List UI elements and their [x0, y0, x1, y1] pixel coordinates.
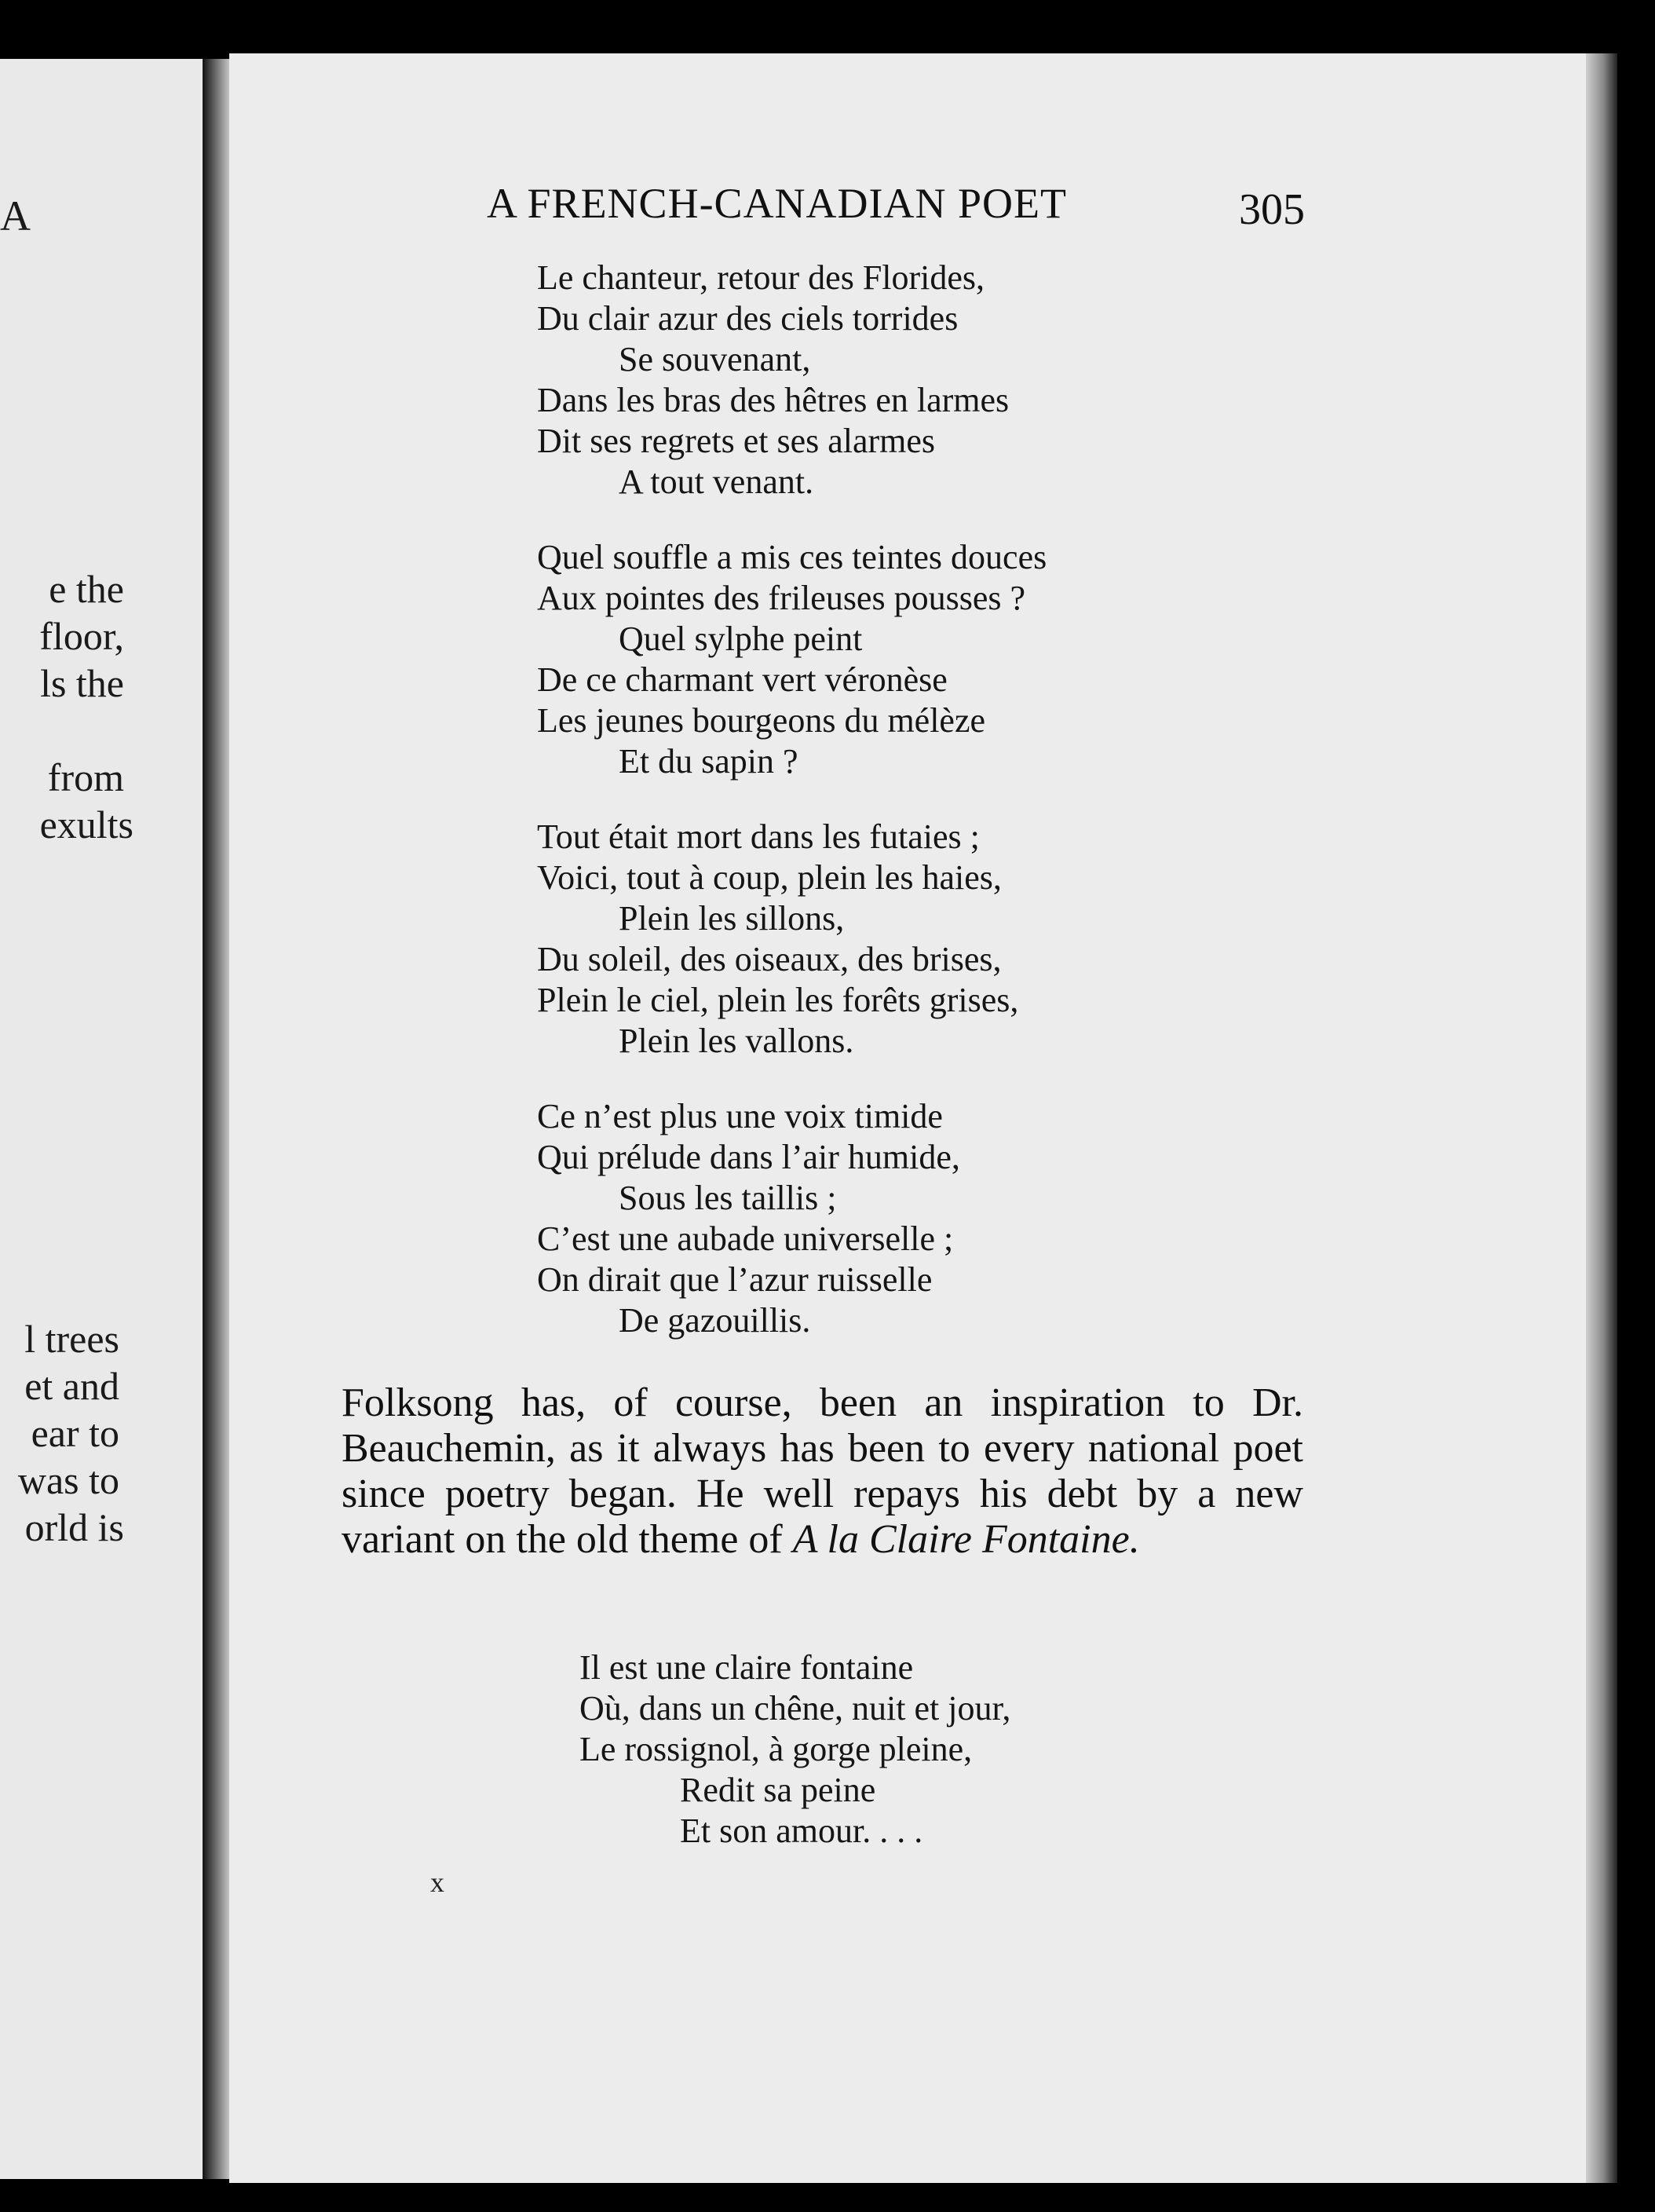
left-page-line: was to [17, 1458, 119, 1502]
poem-line: Plein les vallons. [619, 1022, 854, 1060]
left-page-line: floor, [39, 614, 124, 658]
left-page-line: orld is [24, 1505, 124, 1549]
poem-line: De gazouillis. [619, 1301, 811, 1340]
left-page-line: exults [39, 803, 133, 846]
page-number: 305 [1239, 185, 1305, 234]
left-page-line: ls the [40, 661, 124, 705]
poem-line: C’est une aubade universelle ; [537, 1219, 954, 1258]
song-title: A la Claire Fontaine. [792, 1517, 1140, 1562]
poem-line: Du soleil, des oiseaux, des brises, [537, 940, 1002, 978]
poem-line: Qui prélude dans l’air humide, [537, 1138, 960, 1176]
running-head: A FRENCH-CANADIAN POET [487, 180, 1068, 227]
book-gutter [203, 59, 231, 2179]
song-line: Où, dans un chêne, nuit et jour, [579, 1689, 1011, 1728]
song-line: Il est une claire fontaine [579, 1648, 914, 1687]
poem-line: Dans les bras des hêtres en larmes [537, 381, 1010, 419]
left-page-line: ear to [31, 1411, 119, 1455]
poem-line: Aux pointes des frileuses pousses ? [537, 579, 1026, 617]
poem-line: Dit ses regrets et ses alarmes [537, 422, 936, 460]
left-page-line: l trees [24, 1317, 119, 1361]
left-page-line: et and [24, 1364, 119, 1408]
poem-line: A tout venant. [619, 463, 814, 501]
left-page-line: from [47, 755, 124, 799]
signature-mark: x [430, 1866, 444, 1898]
poem-line: Et du sapin ? [619, 742, 798, 781]
poem-line: On dirait que l’azur ruisselle [537, 1260, 933, 1299]
poem-line: De ce charmant vert véronèse [537, 660, 948, 699]
poem-line: Le chanteur, retour des Florides, [537, 258, 985, 297]
poem-line: Sous les taillis ; [619, 1179, 837, 1217]
poem-line: Ce n’est plus une voix timide [537, 1097, 943, 1135]
left-page-line: e the [49, 567, 124, 611]
poem-line: Voici, tout à coup, plein les haies, [537, 858, 1002, 897]
body-paragraph [342, 1380, 1303, 1563]
paragraph-text: Folksong has, of course, been an inspiration to Dr. Beauchemin, as it always has been to every national poet since poetry began. He well repays his debt by a new variant on the old theme of [342, 1380, 1303, 1562]
poem-line: Quel sylphe peint [619, 620, 863, 658]
song-line: Et son amour. . . . [680, 1812, 923, 1850]
poem-line: Se souvenant, [619, 340, 811, 378]
poem-line: Tout était mort dans les futaies ; [537, 817, 980, 856]
song-line: Redit sa peine [680, 1771, 876, 1809]
poem-line: Du clair azur des ciels torrides [537, 299, 959, 338]
previous-page [0, 59, 212, 2179]
song-line: Le rossignol, à gorge pleine, [579, 1730, 973, 1768]
poem-line: Quel souffle a mis ces teintes douces [537, 538, 1047, 576]
poem-line: Plein le ciel, plein les forêts grises, [537, 981, 1019, 1019]
poem-line: Les jeunes bourgeons du mélèze [537, 701, 986, 740]
left-page-header-fragment: A [0, 192, 31, 239]
poem-line: Plein les sillons, [619, 899, 845, 938]
page-edge-shadow [1586, 53, 1617, 2183]
